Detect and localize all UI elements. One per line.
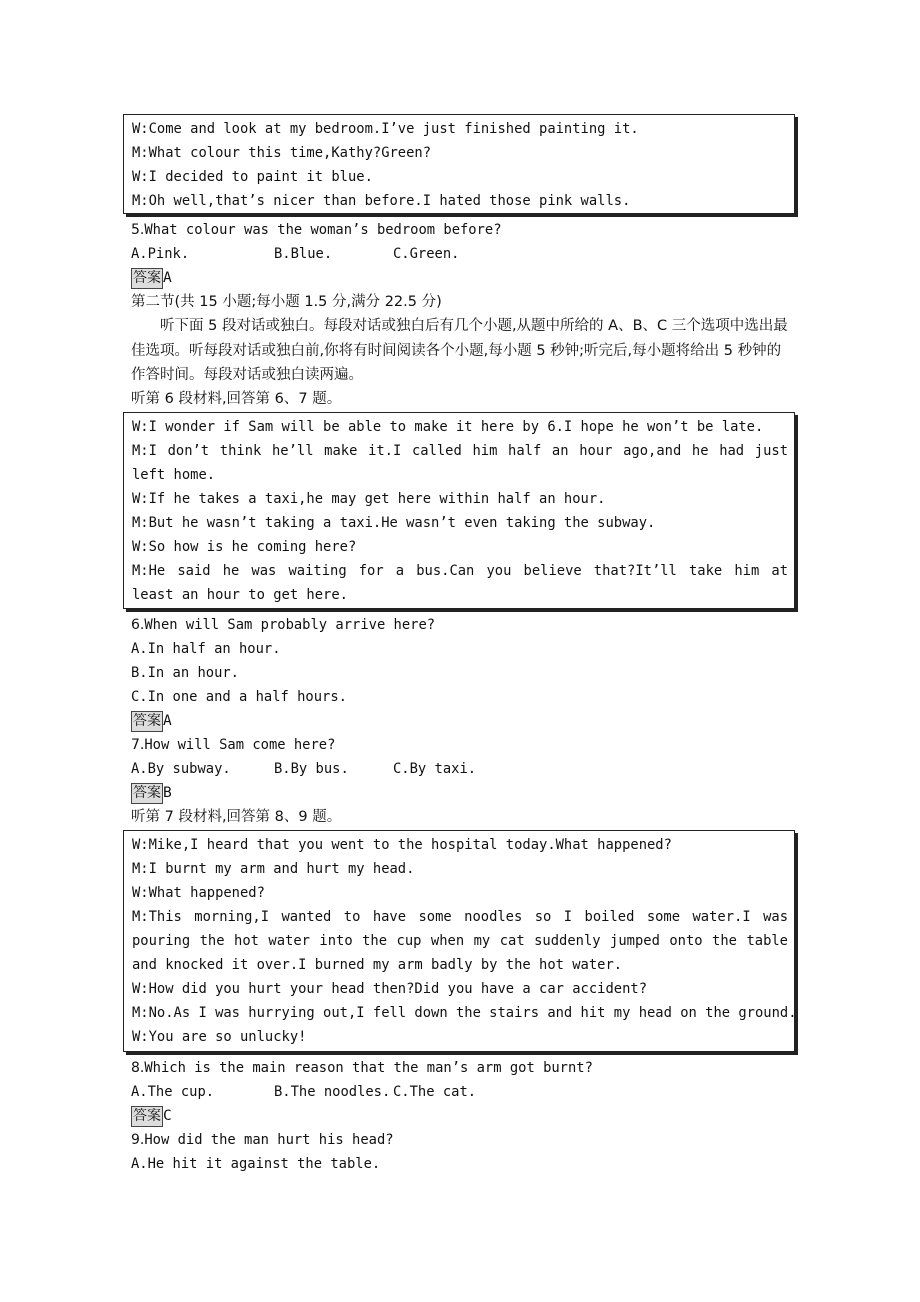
dialogue-box-1 — [123, 114, 795, 214]
option-b: B.Blue. — [274, 246, 333, 262]
dialogue-line: W:If he takes a taxi,he may get here within half an hour. — [132, 491, 606, 507]
dialogue-line: W:How did you hurt your head then?Did you have a car accident? — [132, 981, 647, 997]
question-number: 6. — [131, 617, 145, 633]
question-5-options — [131, 242, 459, 266]
answer-label: 答案 — [131, 1106, 163, 1127]
option-a: A.The cup. — [131, 1084, 215, 1100]
dialogue-line: M:I burnt my arm and hurt my head. — [132, 861, 415, 877]
question-8-options — [131, 1080, 476, 1104]
option-b: B.In an hour. — [131, 665, 239, 681]
answer-6 — [131, 709, 172, 733]
question-number: 8. — [131, 1060, 145, 1076]
option-c: C.The cat. — [393, 1084, 477, 1100]
section-2-instructions: 听下面 5 段对话或独白。每段对话或独白后有几个小题,从题中所给的 A、B、C 三个选项中选出最佳选项。听每段对话或独白前,你将有时间阅读各个小题,每小题 5 秒钟;听完后,每小题将给出 5 秒钟的作答时间。每段对话或独白读两遍。 — [131, 318, 788, 383]
dialogue-line: M:But he wasn’t taking a taxi.He wasn’t even taking the subway. — [132, 515, 656, 531]
question-number: 7. — [131, 737, 145, 753]
dialogue-line: M:What colour this time,Kathy?Green? — [132, 145, 432, 161]
option-a: A.By subway. — [131, 761, 231, 777]
question-number: 5. — [131, 222, 145, 238]
question-text: Which is the main reason that the man’s arm got burnt? — [144, 1060, 593, 1076]
dialogue-line: M:No.As I was hurrying out,I fell down the stairs and hit my head on the ground. — [132, 1005, 797, 1021]
answer-value: C — [163, 1108, 172, 1124]
dialogue-line: W:So how is he coming here? — [132, 539, 357, 555]
option-a: A.In half an hour. — [131, 641, 281, 657]
answer-5 — [131, 266, 172, 290]
dialogue-line: W:What happened? — [132, 885, 265, 901]
answer-value: B — [163, 785, 172, 801]
section-2-title: 第二节(共 15 小题;每小题 1.5 分,满分 22.5 分) — [131, 294, 442, 310]
question-5 — [131, 218, 502, 242]
option-b: B.The noodles. — [274, 1084, 391, 1100]
question-text: How will Sam come here? — [144, 737, 336, 753]
answer-8 — [131, 1104, 172, 1128]
dialogue-line: M:Oh well,that’s nicer than before.I hated those pink walls. — [132, 193, 631, 209]
question-9 — [131, 1128, 394, 1152]
material-6-title: 听第 6 段材料,回答第 6、7 题。 — [131, 391, 342, 407]
answer-value: A — [163, 270, 172, 286]
question-7-options — [131, 757, 476, 781]
answer-label: 答案 — [131, 783, 163, 804]
dialogue-line: W:I decided to paint it blue. — [132, 169, 373, 185]
dialogue-line: M:This morning,I wanted to have some noodles so I boiled some water.I was pouring the hot water into the cup when my cat suddenly jumped onto the table and knocked it over.I burned my arm badly by the hot water. — [132, 909, 788, 973]
question-7 — [131, 733, 335, 757]
dialogue-line: W:You are so unlucky! — [132, 1029, 307, 1045]
option-a: A.Pink. — [131, 246, 190, 262]
question-text: How did the man hurt his head? — [144, 1132, 394, 1148]
dialogue-line: M:He said he was waiting for a bus.Can you believe that?It’ll take him at least an hour to get here. — [132, 563, 788, 603]
option-c: C.In one and a half hours. — [131, 689, 347, 705]
option-a: A.He hit it against the table. — [131, 1156, 381, 1172]
question-8 — [131, 1056, 593, 1080]
question-text: What colour was the woman’s bedroom before? — [144, 222, 502, 238]
answer-value: A — [163, 713, 172, 729]
dialogue-box-2 — [123, 412, 795, 609]
question-6 — [131, 613, 435, 637]
dialogue-line: W:Come and look at my bedroom.I’ve just finished painting it. — [132, 121, 639, 137]
answer-label: 答案 — [131, 711, 163, 732]
option-c: C.By taxi. — [393, 761, 477, 777]
dialogue-line: M:I don’t think he’ll make it.I called him half an hour ago,and he had just left home. — [132, 443, 788, 483]
question-number: 9. — [131, 1132, 145, 1148]
option-b: B.By bus. — [274, 761, 349, 777]
dialogue-line: W:I wonder if Sam will be able to make it here by 6.I hope he won’t be late. — [132, 419, 764, 435]
material-7-title: 听第 7 段材料,回答第 8、9 题。 — [131, 809, 342, 825]
dialogue-box-3 — [123, 830, 795, 1052]
answer-7 — [131, 781, 172, 805]
option-c: C.Green. — [393, 246, 460, 262]
dialogue-line: W:Mike,I heard that you went to the hospital today.What happened? — [132, 837, 672, 853]
answer-label: 答案 — [131, 268, 163, 289]
question-text: When will Sam probably arrive here? — [144, 617, 436, 633]
